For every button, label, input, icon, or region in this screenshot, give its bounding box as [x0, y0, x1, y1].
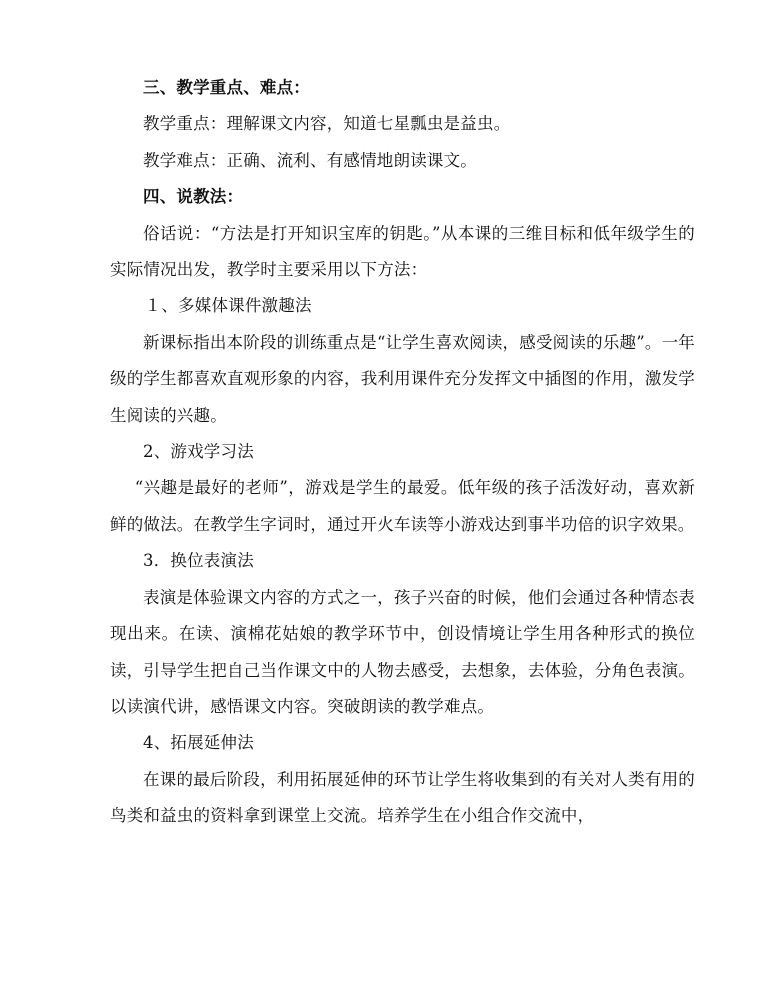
teaching-key-point: 教学重点：理解课文内容，知道七星瓢虫是益虫。 [143, 114, 511, 134]
method-3-body: 表演是体验课文内容的方式之一，孩子兴奋的时候，他们会通过各种情态表现出来。在读、演棉花姑娘的教学环节中，创设情境让学生用各种形式的换位读，引导学生把自己当作课文中的人物去感受，去想象，去体验，分角色表演。以读演代讲，感悟课文内容。突破朗读的教学难点。 [110, 587, 695, 716]
method-3-title: 3．换位表演法 [143, 551, 254, 571]
method-4-body: 在课的最后阶段，利用拓展延伸的环节让学生将收集到的有关对人类有用的鸟类和益虫的资料拿到课堂上交流。培养学生在小组合作交流中， [110, 769, 695, 826]
teaching-difficulty: 教学难点：正确、流利、有感情地朗读课文。 [143, 150, 477, 170]
section-heading-teaching-methods: 四、说教法： [143, 187, 244, 207]
method-4-title: 4、拓展延伸法 [143, 733, 254, 753]
method-1-body: 新课标指出本阶段的训练重点是“让学生喜欢阅读，感受阅读的乐趣”。一年级的学生都喜欢直观形象的内容，我利用课件充分发挥文中插图的作用，激发学生阅读的兴趣。 [110, 332, 695, 425]
methods-intro-paragraph: 俗话说：“方法是打开知识宝库的钥匙。”从本课的三维目标和低年级学生的实际情况出发，教学时主要采用以下方法： [110, 223, 695, 280]
method-1-title: １、多媒体课件激趣法 [144, 296, 312, 316]
section-heading-teaching-focus: 三、教学重点、难点： [143, 78, 310, 97]
document-body [110, 70, 695, 835]
method-2-title: 2、游戏学习法 [143, 442, 254, 462]
method-2-body: “兴趣是最好的老师”，游戏是学生的最爱。低年级的孩子活泼好动，喜欢新鲜的做法。在教学生字词时，通过开火车读等小游戏达到事半功倍的识字效果。 [110, 478, 695, 534]
